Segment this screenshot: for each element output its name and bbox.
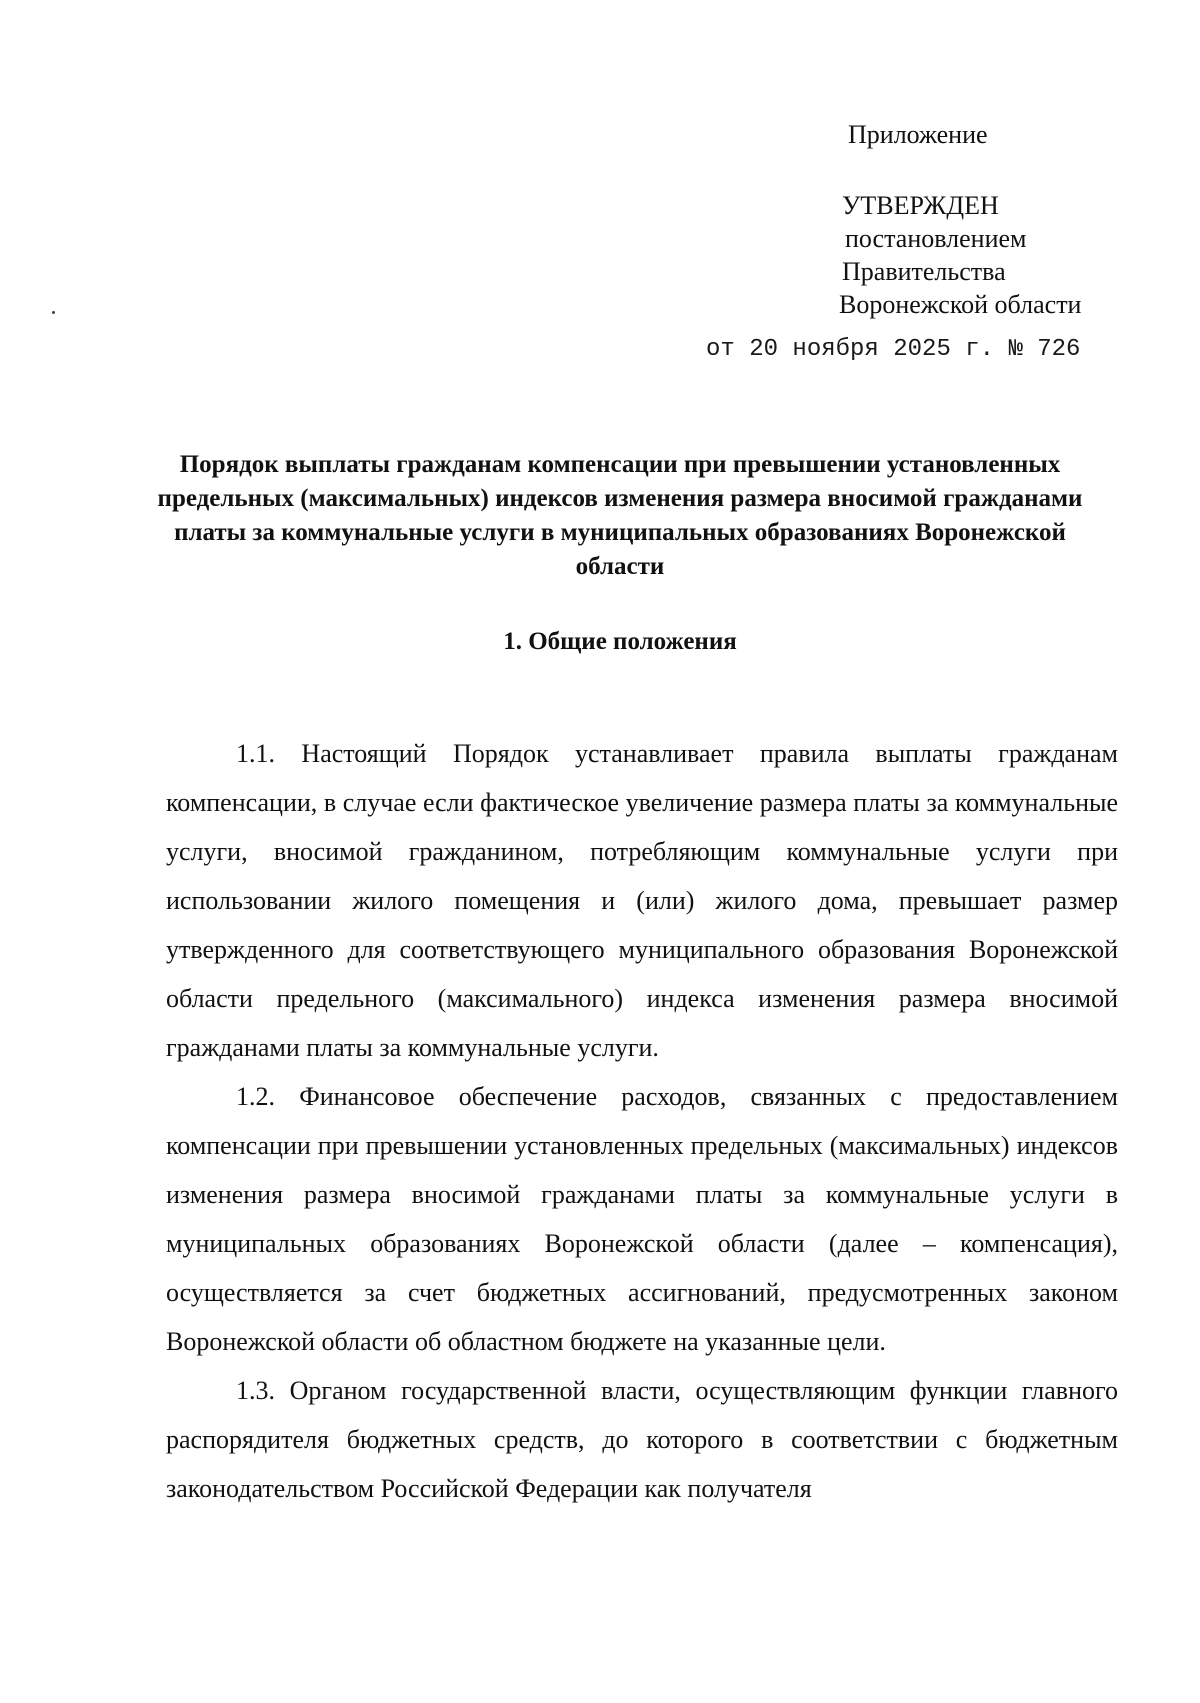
approval-block: [839, 118, 1082, 321]
approved-label: УТВЕРЖДЕН: [842, 191, 999, 220]
paragraph-1-3: 1.3. Органом государственной власти, осуществляющим функции главного распорядителя бюджетных средств, до которого в соответствии с бюджетным законодательством Российской Федерации как получателя: [166, 1376, 1118, 1503]
paragraph-1-1: 1.1. Настоящий Порядок устанавливает правила выплаты гражданам компенсации, в случае если фактическое увеличение размера платы за коммунальные услуги, вносимой гражданином, потребляющим коммунальные услуги при использовании жилого помещения и (или) жилого дома, превышает размер утвержденного для соответствующего муниципального образования Воронежской области предельного (максимального) индекса изменения размера вносимой гражданами платы за коммунальные услуги.: [166, 739, 1118, 1062]
document-title: Порядок выплаты гражданам компенсации при превышении установленных предельных (максимальных) индексов изменения размера вносимой гражданами платы за коммунальные услуги в муниципальных образованиях Воронежской области: [157, 451, 1083, 580]
document-body: [166, 729, 1118, 1513]
scan-speck: [52, 311, 55, 314]
paragraph-1-2: 1.2. Финансовое обеспечение расходов, связанных с предоставлением компенсации при превышении установленных предельных (максимальных) индексов изменения размера вносимой гражданами платы за коммунальные услуги в муниципальных образованиях Воронежской области (далее – компенсация), осуществляется за счет бюджетных ассигнований, предусмотренных законом Воронежской области об областном бюджете на указанные цели.: [166, 1082, 1118, 1356]
decree-reference: от 20 ноября 2025 г. № 726: [706, 336, 1081, 363]
appendix-label: Приложение: [848, 120, 988, 149]
section-title: 1. Общие положения: [503, 628, 737, 655]
approval-line-resolution: постановлением: [845, 224, 1027, 253]
approval-line-region: Воронежской области: [839, 290, 1082, 319]
approval-line-government: Правительства: [842, 257, 1006, 286]
